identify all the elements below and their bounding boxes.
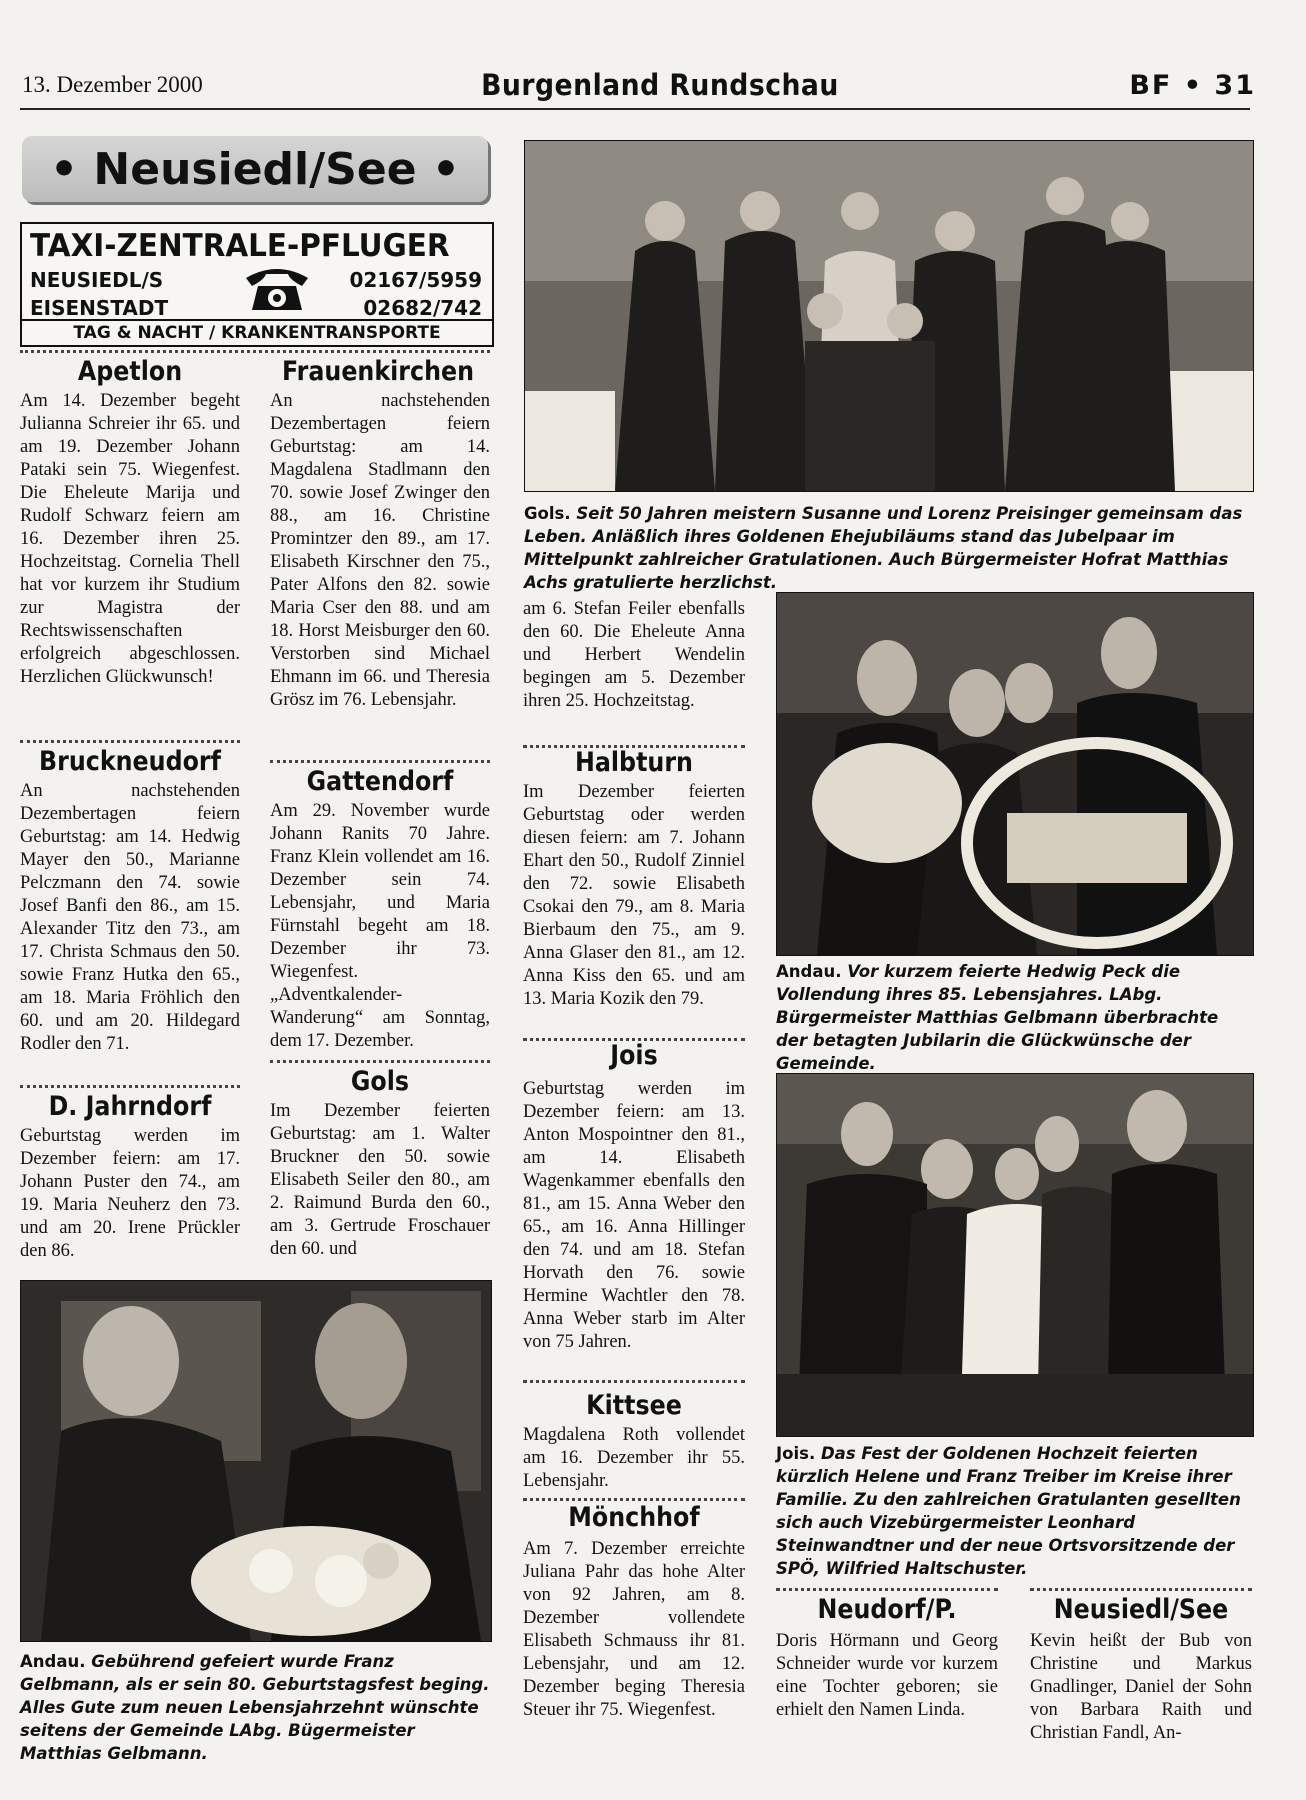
- taxi-company-name: TAXI-ZENTRALE-PFLUGER: [30, 228, 450, 264]
- caption-text: Gebührend gefeiert wurde Franz Gelbmann, als er sein 80. Geburtstagsfest beging. Alles Gute zum neuen Lebensjahrzehnt wünschte seitens der Gemeinde LAbg. Bügermeister Matthias Gelbmann.: [20, 1652, 490, 1763]
- caption-location: Andau.: [776, 962, 842, 981]
- photo-andau-birthday: [20, 1280, 492, 1642]
- separator: [270, 760, 490, 763]
- page-number: BF • 31: [1129, 70, 1256, 101]
- caption-jois-wedding: [776, 1442, 1252, 1580]
- taxi-place-1: NEUSIEDL/S: [30, 268, 164, 292]
- section-title: • Neusiedl/See •: [49, 143, 460, 195]
- photo-andau-85: [776, 592, 1254, 956]
- article-gattendorf: [270, 800, 490, 1053]
- article-gattendorf-text: Am 29. November wurde Johann Ranits 70 Jahre. Franz Klein vollendet am 16. Dezember sein 74. Lebensjahr, und Maria Fürnstahl begeht am 18. Dezember ihr 73. Wiegenfest. „Adventkalender-Wanderung“ am Sonntag, dem 17. Dezember.: [270, 801, 490, 1051]
- caption-text: Vor kurzem feierte Hedwig Peck die Vollendung ihres 85. Lebensjahres. LAbg. Bürgermeister Matthias Gelbmann überbrachte der betagten Jubilarin die Glückwünsche der Gemeinde.: [776, 962, 1219, 1073]
- article-d-jahrndorf: [20, 1125, 240, 1263]
- taxi-phone-1: 02167/5959: [349, 268, 482, 292]
- caption-text: Seit 50 Jahren meistern Susanne und Lorenz Preisinger gemeinsam das Leben. Anläßlich ihres Goldenen Ehejubiläums stand das Jubelpaar im Mittelpunkt zahlreicher Gratulationen. Auch Bürgermeister Hofrat Matthias Achs gratulierte herzlichst.: [524, 504, 1243, 592]
- article-frauenkirchen-text: An nachstehenden Dezembertagen feiern Geburtstag: am 14. Magdalena Stadlmann den 70. sowie Josef Zwinger den 88., am 16. Christine Promintzer den 89., am 17. Elisabeth Kirschner den 75., Pater Alfons den 82. sowie Maria Cser den 88. und am 18. Horst Meisburger den 60. Verstorben sind Michael Ehmann im 66. und Theresia Grösz im 76. Lebensjahr.: [270, 391, 490, 710]
- article-bruckneudorf: [20, 780, 240, 1056]
- article-moenchhof-text: Am 7. Dezember erreichte Juliana Pahr das hohe Alter von 92 Jahren, am 8. Dezember vollendete Elisabeth Schmauss ihr 81. Lebensjahr, und am 12. Dezember beging Theresia Steuer ihr 75. Wiegenfest.: [523, 1539, 745, 1720]
- article-neudorf-text: Doris Hörmann und Georg Schneider wurde vor kurzem eine Tochter geboren; sie erhielt den Namen Linda.: [776, 1631, 998, 1720]
- photo-jois-wedding: [776, 1073, 1254, 1437]
- caption-andau-birthday: [20, 1650, 490, 1765]
- article-neudorf: [776, 1630, 998, 1722]
- separator: [523, 1380, 745, 1383]
- article-jois-text: Geburtstag werden im Dezember feiern: am 13. Anton Mospointner den 81., am 14. Elisabeth Wagenkammer ebenfalls den 81., am 15. Anna Weber den 65., am 16. Anna Hillinger den 74. und am 18. Stefan Horvath den 76. sowie Hermine Wachtler den 78. Anna Weber starb im Alter von 75 Jahren.: [523, 1079, 745, 1352]
- heading-kittsee: Kittsee: [586, 1390, 682, 1421]
- heading-d-jahrndorf: D. Jahrndorf: [48, 1091, 212, 1122]
- article-gols-text: Im Dezember feierten Geburtstag: am 1. Walter Bruckner den 50. sowie Elisabeth Seiler den 80., am 2. Raimund Burda den 60., am 3. Gertrude Froschauer den 60. und: [270, 1101, 490, 1259]
- separator: [1030, 1588, 1252, 1591]
- heading-frauenkirchen: Frauenkirchen: [281, 356, 475, 387]
- header-rule: [20, 108, 1250, 110]
- article-neusiedl: [1030, 1630, 1252, 1745]
- caption-location: Andau.: [20, 1652, 86, 1671]
- heading-gols: Gols: [350, 1066, 410, 1097]
- article-kittsee: [523, 1424, 745, 1493]
- telephone-icon: [242, 264, 312, 312]
- photo-gols-jubilee: [524, 140, 1254, 492]
- heading-jois: Jois: [610, 1040, 658, 1071]
- taxi-footer: TAG & NACHT / KRANKENTRANSPORTE: [22, 319, 492, 345]
- article-gols-continued: [523, 598, 745, 713]
- article-apetlon-text: Am 14. Dezember begeht Julianna Schreier ihr 65. und am 19. Dezember Johann Pataki sein 75. Wiegenfest. Die Eheleute Marija und Rudolf Schwarz feiern am 16. Dezember ihren 25. Hochzeitstag. Cornelia Thell hat vor kurzem ihr Studium zur Magistra der Rechtswissenschaften erfolgreich abgeschlossen. Herzlichen Glückwunsch!: [20, 391, 240, 687]
- article-kittsee-text: Magdalena Roth vollendet am 16. Dezember ihr 55. Lebensjahr.: [523, 1425, 745, 1491]
- separator: [523, 1498, 745, 1501]
- heading-halbturn: Halbturn: [574, 747, 693, 778]
- article-apetlon: [20, 390, 240, 689]
- section-banner: [22, 136, 488, 202]
- heading-apetlon: Apetlon: [77, 356, 183, 387]
- taxi-phone-2: 02682/742: [363, 296, 482, 320]
- caption-gols-jubilee: [524, 502, 1252, 594]
- article-d-jahrndorf-text: Geburtstag werden im Dezember feiern: am 17. Johann Puster den 74., am 19. Maria Neuherz den 73. und am 20. Irene Prückler den 86.: [20, 1126, 240, 1261]
- article-neusiedl-text: Kevin heißt der Bub von Christine und Markus Gnadlinger, Daniel der Sohn von Barbara Raith und Christian Fandl, An-: [1030, 1631, 1252, 1743]
- heading-bruckneudorf: Bruckneudorf: [39, 746, 221, 777]
- taxi-place-2: EISENSTADT: [30, 296, 169, 320]
- taxi-advertisement: [20, 222, 494, 347]
- article-gols: [270, 1100, 490, 1261]
- caption-andau-85: [776, 960, 1252, 1075]
- article-gols-continued-text: am 6. Stefan Feiler ebenfalls den 60. Die Eheleute Anna und Herbert Wendelin begingen am 5. Dezember ihren 25. Hochzeitstag.: [523, 599, 745, 711]
- issue-date: 13. Dezember 2000: [22, 72, 203, 97]
- separator: [270, 1060, 490, 1063]
- heading-gattendorf: Gattendorf: [306, 766, 454, 797]
- article-halbturn: [523, 781, 745, 1011]
- separator: [20, 350, 490, 353]
- caption-location: Gols.: [524, 504, 571, 523]
- caption-location: Jois.: [776, 1444, 816, 1463]
- heading-neudorf: Neudorf/P.: [817, 1594, 957, 1625]
- article-halbturn-text: Im Dezember feierten Geburtstag oder werden diesen feiern: am 7. Johann Ehart den 50., Rudolf Zinniel den 72. sowie Elisabeth Csokai den 79., am 8. Maria Bierbaum den 75., am 9. Anna Glaser den 81., am 12. Anna Kiss den 65. und am 13. Maria Kozik den 79.: [523, 782, 745, 1009]
- caption-text: Das Fest der Goldenen Hochzeit feierten kürzlich Helene und Franz Treiber im Kreise ihrer Familie. Zu den zahlreichen Gratulanten gesellten sich auch Vizebürgermeister Leonhard Steinwandtner und der neue Ortsvorsitzende der SPÖ, Wilfried Haltschuster.: [776, 1444, 1241, 1578]
- separator: [20, 1085, 240, 1088]
- heading-moenchhof: Mönchhof: [568, 1502, 700, 1533]
- article-frauenkirchen: [270, 390, 490, 712]
- article-moenchhof: [523, 1538, 745, 1722]
- separator: [20, 740, 240, 743]
- newspaper-title: Burgenland Rundschau: [481, 68, 839, 102]
- separator: [776, 1588, 998, 1591]
- article-jois: [523, 1078, 745, 1354]
- heading-neusiedl: Neusiedl/See: [1053, 1594, 1229, 1625]
- article-bruckneudorf-text: An nachstehenden Dezembertagen feiern Geburtstag: am 14. Hedwig Mayer den 50., Marianne Pelczmann den 74. sowie Josef Banfi den 86., am 15. Alexander Titz den 73., am 17. Christa Schmaus den 50. sowie Franz Hutka den 65., am 18. Maria Fröhlich den 60. und am 20. Hildegard Rodler den 71.: [20, 781, 240, 1054]
